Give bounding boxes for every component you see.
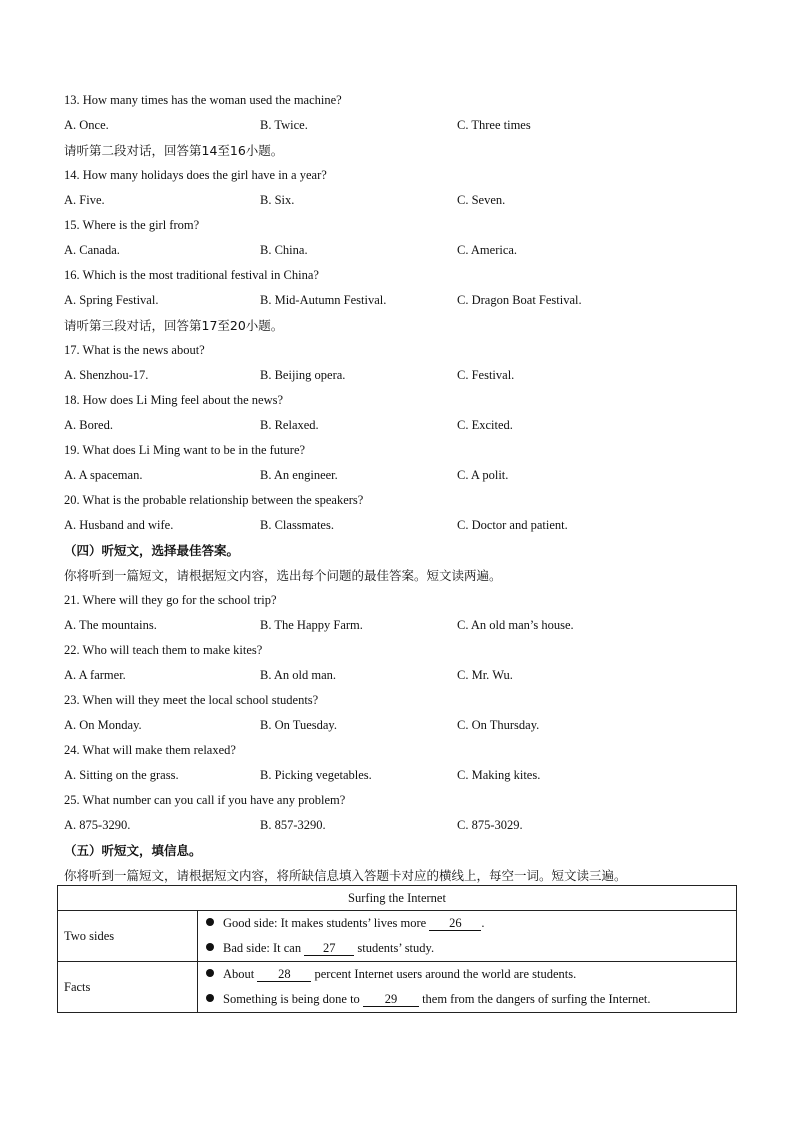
question-17: 17. What is the news about? bbox=[64, 343, 205, 357]
option-b: B. Classmates. bbox=[260, 518, 334, 532]
option-a: A. A spaceman. bbox=[64, 468, 143, 482]
option-c: C. On Thursday. bbox=[457, 718, 540, 732]
row-label-two-sides: Two sides bbox=[58, 911, 198, 962]
option-c: C. A polit. bbox=[457, 468, 509, 482]
bullet-line: About 28 percent Internet users around the world are students. bbox=[206, 962, 736, 987]
option-c: C. Doctor and patient. bbox=[457, 518, 568, 532]
option-c: C. Mr. Wu. bbox=[457, 668, 513, 682]
section-4-instruction: 你将听到一篇短文，请根据短文内容，选出每个问题的最佳答案。短文读两遍。 bbox=[64, 568, 502, 583]
question-25: 25. What number can you call if you have any problem? bbox=[64, 793, 346, 807]
bullet-icon bbox=[206, 943, 214, 951]
option-a: A. The mountains. bbox=[64, 618, 157, 632]
option-c: C. Making kites. bbox=[457, 768, 541, 782]
question-18: 18. How does Li Ming feel about the news? bbox=[64, 393, 284, 407]
section-4-title: （四）听短文，选择最佳答案。 bbox=[64, 543, 240, 558]
option-b: B. Picking vegetables. bbox=[260, 768, 372, 782]
option-a: A. Five. bbox=[64, 193, 105, 207]
option-b: B. 857-3290. bbox=[260, 818, 326, 832]
option-a: A. A farmer. bbox=[64, 668, 126, 682]
question-22: 22. Who will teach them to make kites? bbox=[64, 643, 263, 657]
section-5-title: （五）听短文，填信息。 bbox=[64, 843, 202, 858]
option-a: A. On Monday. bbox=[64, 718, 142, 732]
option-c: C. Excited. bbox=[457, 418, 513, 432]
option-a: A. Shenzhou-17. bbox=[64, 368, 149, 382]
option-a: A. Spring Festival. bbox=[64, 293, 159, 307]
option-c: C. Festival. bbox=[457, 368, 515, 382]
question-15: 15. Where is the girl from? bbox=[64, 218, 200, 232]
question-13: 13. How many times has the woman used the machine? bbox=[64, 93, 342, 107]
row-content-facts bbox=[198, 962, 737, 1013]
instruction-dialog-3: 请听第三段对话，回答第17至20小题。 bbox=[64, 318, 284, 333]
table-row bbox=[58, 962, 737, 1013]
options-19 bbox=[64, 463, 740, 488]
options-23 bbox=[64, 713, 740, 738]
question-24: 24. What will make them relaxed? bbox=[64, 743, 236, 757]
option-a: A. Sitting on the grass. bbox=[64, 768, 179, 782]
option-a: A. Husband and wife. bbox=[64, 518, 174, 532]
option-c: C. Seven. bbox=[457, 193, 506, 207]
info-table bbox=[57, 885, 737, 1013]
question-23: 23. When will they meet the local school students? bbox=[64, 693, 319, 707]
option-b: B. The Happy Farm. bbox=[260, 618, 363, 632]
bullet-line: Something is being done to 29 them from the dangers of surfing the Internet. bbox=[206, 987, 736, 1012]
bullet-icon bbox=[206, 918, 214, 926]
table-row bbox=[58, 911, 737, 962]
option-b: B. An engineer. bbox=[260, 468, 338, 482]
section-5-instruction: 你将听到一篇短文，请根据短文内容，将所缺信息填入答题卡对应的横线上，每空一词。短文读三遍。 bbox=[64, 868, 627, 883]
options-20 bbox=[64, 513, 740, 538]
option-c: C. America. bbox=[457, 243, 518, 257]
option-c: C. Three times bbox=[457, 118, 531, 132]
options-24 bbox=[64, 763, 740, 788]
bullet-line: Bad side: It can 27 students’ study. bbox=[206, 936, 736, 961]
answer-blank-29[interactable]: 29 bbox=[363, 992, 419, 1007]
option-b: B. China. bbox=[260, 243, 308, 257]
question-14: 14. How many holidays does the girl have in a year? bbox=[64, 168, 327, 182]
options-13 bbox=[64, 113, 740, 138]
options-22 bbox=[64, 663, 740, 688]
option-a: A. Once. bbox=[64, 118, 109, 132]
options-17 bbox=[64, 363, 740, 388]
table-row bbox=[58, 886, 737, 911]
options-18 bbox=[64, 413, 740, 438]
answer-blank-28[interactable]: 28 bbox=[257, 967, 311, 982]
option-b: B. Relaxed. bbox=[260, 418, 319, 432]
option-b: B. On Tuesday. bbox=[260, 718, 337, 732]
row-content-two-sides bbox=[198, 911, 737, 962]
options-15 bbox=[64, 238, 740, 263]
instruction-dialog-2: 请听第二段对话，回答第14至16小题。 bbox=[64, 143, 284, 158]
options-21 bbox=[64, 613, 740, 638]
question-21: 21. Where will they go for the school trip? bbox=[64, 593, 277, 607]
option-b: B. Twice. bbox=[260, 118, 308, 132]
options-16 bbox=[64, 288, 740, 313]
bullet-icon bbox=[206, 969, 214, 977]
bullet-line: Good side: It makes students’ lives more 26 . bbox=[206, 911, 736, 936]
options-14 bbox=[64, 188, 740, 213]
option-c: C. 875-3029. bbox=[457, 818, 523, 832]
option-c: C. An old man’s house. bbox=[457, 618, 574, 632]
answer-blank-26[interactable]: 26 bbox=[429, 916, 481, 931]
option-b: B. Six. bbox=[260, 193, 295, 207]
option-b: B. Beijing opera. bbox=[260, 368, 346, 382]
options-25 bbox=[64, 813, 740, 838]
option-b: B. An old man. bbox=[260, 668, 337, 682]
question-16: 16. Which is the most traditional festival in China? bbox=[64, 268, 319, 282]
row-label-facts: Facts bbox=[58, 962, 198, 1013]
option-c: C. Dragon Boat Festival. bbox=[457, 293, 582, 307]
option-b: B. Mid-Autumn Festival. bbox=[260, 293, 387, 307]
exam-page bbox=[64, 88, 740, 888]
answer-blank-27[interactable]: 27 bbox=[304, 941, 354, 956]
bullet-icon bbox=[206, 994, 214, 1002]
option-a: A. Canada. bbox=[64, 243, 120, 257]
option-a: A. 875-3290. bbox=[64, 818, 131, 832]
question-20: 20. What is the probable relationship between the speakers? bbox=[64, 493, 364, 507]
option-a: A. Bored. bbox=[64, 418, 113, 432]
table-title: Surfing the Internet bbox=[58, 886, 737, 911]
question-19: 19. What does Li Ming want to be in the future? bbox=[64, 443, 306, 457]
